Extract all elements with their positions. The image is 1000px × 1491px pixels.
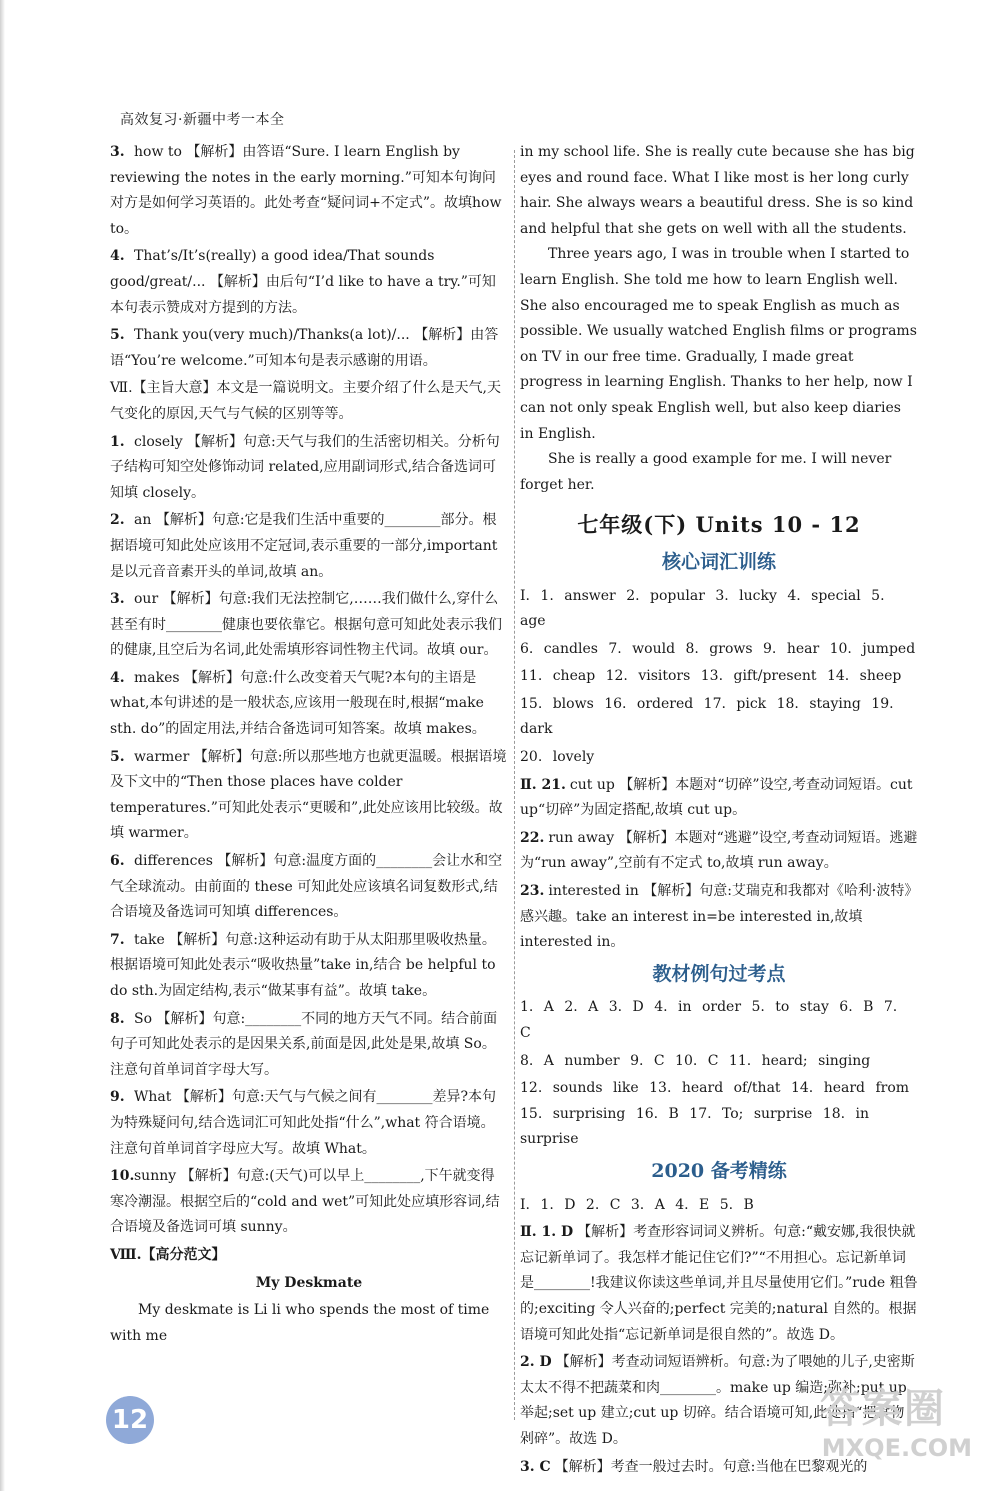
- answer-item: 3. how to 【解析】由答语“Sure. I learn English by reviewing the notes in the early morning.”可知本句询问对方是如何学习英语的。此处考查“疑问词+不定式”。故填how to。: [110, 144, 502, 237]
- section-8-heading: Ⅷ.【高分范文】: [110, 1246, 226, 1263]
- answer-item: 8. So 【解析】句意:________不同的地方天气不同。结合前面句子可知此处表示的是因果关系,前面是因,此处是果,故填 So。注意句首单词首字母大写。: [110, 1010, 498, 1078]
- watermark-logo: [820, 1385, 980, 1480]
- answer-item: 1. closely 【解析】句意:天气与我们的生活密切相关。分析句子结构可知空处修饰动词 related,应用副词形式,结合备选词可知填 closely。: [110, 433, 500, 501]
- vocab-answer-line: 11. cheap 12. visitors 13. gift/present 14. sheep: [520, 668, 902, 685]
- essay-paragraph: in my school life. She is really cute because she has big eyes and round face. What I like most is her long curly hair. She always wears a beautiful dress. She is so kind and helpful that she gets on well with all the students.: [520, 144, 915, 237]
- page-number-badge: 12: [106, 1396, 154, 1444]
- essay-title: My Deskmate: [255, 1274, 363, 1291]
- answer-item: 3. our 【解析】句意:我们无法控制它,……我们做什么,穿什么甚至有时________健康也要依靠它。根据句意可知此处表示我们的健康,且空后为名词,此处需填形容词性物主代词。故填 our。: [110, 591, 502, 659]
- running-header: 高效复习·新疆中考一本全: [120, 112, 285, 128]
- answer-item: Ⅱ. 1. D 【解析】考查形容词词义辨析。句意:“戴安娜,我很快就忘记新单词了。我怎样才能记住它们?”“不用担心。忘记新单词是________!我建议你读这些单词,并且尽量使用它们。”rude 粗鲁的;exciting 令人兴奋的;perfect 完美的;natural 自然的。根据语境可知此处指“忘记新单词是很自然的”。故选 D。: [520, 1224, 918, 1343]
- answer-item: Ⅱ. 21. cut up 【解析】本题对“切碎”设空,考查动词短语。cut up“切碎”为固定搭配,故填 cut up。: [520, 776, 913, 819]
- page-binding-shadow: [0, 0, 5, 1491]
- vocab-answer-line: Ⅰ. 1. answer 2. popular 3. lucky 4. special 5. age: [520, 587, 885, 630]
- answer-item: 23. interested in 【解析】句意:艾瑞克和我都对《哈利·波特》感兴趣。take an interest in=be interested in,故填 interested in。: [520, 883, 912, 951]
- section-7-summary: Ⅶ.【主旨大意】本文是一篇说明文。主要介绍了什么是天气,天气变化的原因,天气与气候的区别等等。: [110, 380, 501, 422]
- essay-opening: My deskmate is Li li who spends the most of time with me: [110, 1302, 490, 1344]
- answer-item: 5. warmer 【解析】句意:所以那些地方也就更温暖。根据语境及下文中的“Then those places have colder temperatures.”可知此处表示“更暖和”,此处应该用比较级。故填 warmer。: [110, 748, 507, 842]
- answer-item: 10.sunny 【解析】句意:(天气)可以早上________,下午就变得寒冷潮湿。根据空后的“cold and wet”可知此处应填形容词,结合语境及备选词可填 sunny。: [110, 1168, 500, 1236]
- section-heading-examples: 教材例句过考点: [652, 962, 786, 985]
- essay-paragraph: Three years ago, I was in trouble when I started to learn English. She told me how to learn English well. She also encouraged me to speak English as much as possible. We usually watched English films or programs on TV in our free time. Gradually, I made great progress in learning English. Thanks to her help, now I can not only speak English well, but also keep diaries in English.: [520, 246, 917, 442]
- column-divider: [514, 150, 515, 1420]
- vocab-answer-line: 15. blows 16. ordered 17. pick 18. staying 19. dark: [520, 695, 894, 738]
- section-heading-vocab: 核心词汇训练: [661, 550, 776, 573]
- section-heading-2020: 2020 备考精练: [651, 1159, 787, 1182]
- answer-item: 5. Thank you(very much)/Thanks(a lot)/... 【解析】由答语“You’re welcome.”可知本句是表示感谢的用语。: [110, 327, 499, 369]
- answer-item: 4. makes 【解析】句意:什么改变着天气呢?本句的主语是what,本句讲述的是一般状态,应该用一般现在时,根据“make sth. do”的固定用法,并结合备选词可知答案。故填 makes。: [110, 669, 486, 738]
- watermark-url: MXQE.COM: [821, 1434, 972, 1462]
- unit-title: 七年级(下) Units 10 - 12: [577, 512, 861, 538]
- vocab-answer-line: 6. candles 7. would 8. grows 9. hear 10. jumped: [520, 640, 916, 657]
- example-answer-line: 1. A 2. A 3. D 4. in order 5. to stay 6. B 7. C: [520, 999, 898, 1041]
- watermark-text: 答案圈: [820, 1386, 946, 1432]
- answer-item: 22. run away 【解析】本题对“逃避”设空,考查动词短语。逃避为“run away”,空前有不定式 to,故填 run away。: [520, 829, 918, 872]
- answer-item: 3. C 【解析】考查一般过去时。句意:当他在巴黎观光的: [520, 1458, 868, 1475]
- essay-paragraph: She is really a good example for me. I will never forget her.: [520, 451, 892, 493]
- example-answer-line: 8. A number 9. C 10. C 11. heard; singing: [520, 1052, 871, 1069]
- answer-item: 6. differences 【解析】句意:温度方面的________会让水和空气全球流动。由前面的 these 可知此处应该填名词复数形式,结合语境及备选词可知填 differences。: [110, 853, 503, 921]
- practice-answer-line: Ⅰ. 1. D 2. C 3. A 4. E 5. B: [520, 1196, 754, 1213]
- example-answer-line: 12. sounds like 13. heard of/that 14. heard from 15. surprising 16. B 17. To; surprise 18. in surprise: [520, 1080, 910, 1148]
- left-column: [110, 140, 508, 1349]
- vocab-answer-line: 20. lovely: [520, 749, 595, 766]
- answer-item: 7. take 【解析】句意:这种运动有助于从太阳那里吸收热量。根据语境可知此处表示“吸收热量”take in,结合 be helpful to do sth.为固定结构,表示“做某事有益”。故填 take。: [110, 931, 496, 999]
- answer-item: 4. That’s/It’s(really) a good idea/That sounds good/great/... 【解析】由后句“I’d like to have a try.”可知本句表示赞成对方提到的方法。: [110, 248, 496, 316]
- answer-item: 9. What 【解析】句意:天气与气候之间有________差异?本句为特殊疑问句,结合选词汇可知此处指“什么”,what 符合语境。注意句首单词首字母应大写。故填 What。: [110, 1089, 497, 1157]
- answer-item: 2. D 【解析】考查动词短语辨析。句意:为了喂她的儿子,史密斯太太不得不把蔬菜和肉________。make up 编造;弥补;put up 举起;set up 建立;cut up 切碎。结合语境可知,此处指“把食物剁碎”。故选 D。: [520, 1354, 915, 1447]
- answer-item: 2. an 【解析】句意:它是我们生活中重要的________部分。根据语境可知此处应该用不定冠词,表示重要的一部分,important 是以元音音素开头的单词,故填 an。: [110, 512, 498, 580]
- right-column: [520, 140, 918, 1482]
